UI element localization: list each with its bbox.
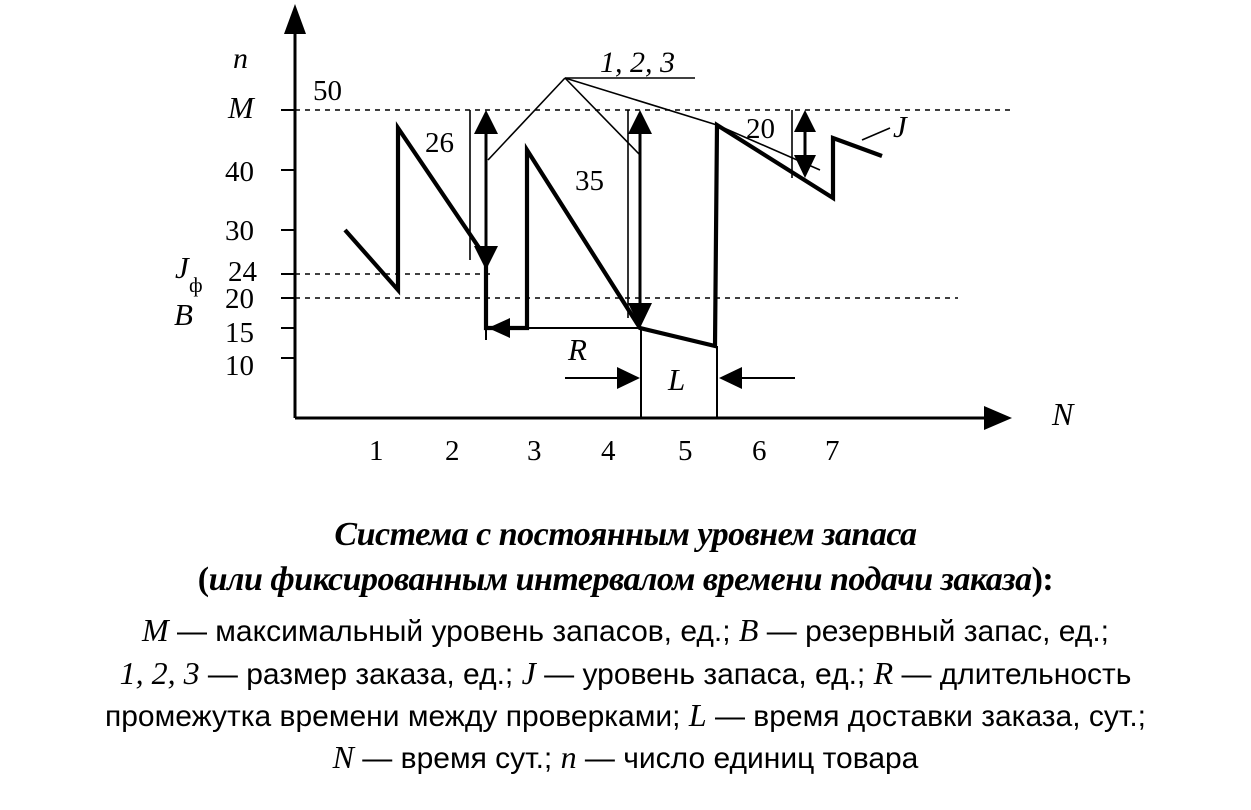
y-tick-50: 50 — [313, 75, 342, 107]
x-tick-3: 3 — [527, 435, 542, 467]
legend-line-1: M — максимальный уровень запасов, ед.; B — резервный запас, ед.; — [141, 612, 1110, 648]
review-interval-arrow — [488, 318, 640, 338]
y-tick-40: 40 — [225, 156, 254, 188]
legend-symbol-J: J — [521, 655, 536, 691]
y-tick-24: 24 — [228, 256, 257, 288]
legend-symbol-L: L — [688, 697, 707, 733]
x-tick-6: 6 — [752, 435, 767, 467]
legend-symbol-R: R — [873, 655, 894, 691]
level-curve-pointer — [862, 128, 890, 140]
order-2-arrow — [628, 110, 652, 328]
legend-symbol-n: n — [560, 739, 577, 775]
current-level-subscript: ф — [189, 273, 203, 297]
caption-title-line-2-text: или фиксированным интервалом времени подачи заказа — [208, 561, 1032, 598]
x-axis-label: N — [1052, 396, 1074, 432]
legend-symbol-M: M — [141, 612, 169, 648]
max-level-label: M — [228, 90, 254, 125]
caption-open-paren: ( — [197, 561, 209, 598]
level-curve-label: J — [893, 109, 907, 144]
y-tick-30: 30 — [225, 215, 254, 247]
y-tick-10: 10 — [225, 350, 254, 382]
order-3-value: 20 — [746, 113, 775, 145]
legend-line-3: промежутка времени между проверками; L — время доставки заказа, сут.; — [105, 697, 1146, 733]
legend-line-4: N — время сут.; n — число единиц товара — [332, 739, 919, 775]
y-tick-15: 15 — [225, 317, 254, 349]
y-axis-arrowhead — [284, 4, 306, 34]
legend-symbol-B: B — [738, 612, 759, 648]
order-1-arrow — [474, 110, 498, 270]
orders-label: 1, 2, 3 — [600, 46, 675, 79]
x-tick-7: 7 — [825, 435, 840, 467]
order-3-arrow — [794, 110, 816, 178]
x-tick-4: 4 — [601, 435, 616, 467]
y-tick-marks — [281, 110, 295, 358]
order-1-value: 26 — [425, 127, 454, 159]
legend-symbol-N: N — [332, 739, 354, 775]
caption-title-line-2 — [0, 561, 1251, 599]
legend-line-2: 1, 2, 3 — размер заказа, ед.; J — уровень запаса, ед.; R — длительность — [119, 655, 1132, 691]
y-axis-label: n — [233, 42, 248, 75]
order-2-value: 35 — [575, 165, 604, 197]
x-axis-arrowhead — [984, 406, 1012, 430]
legend-symbol-orders: 1, 2, 3 — [119, 655, 200, 691]
caption-close-paren: ): — [1031, 561, 1054, 598]
reserve-level-label: B — [174, 297, 193, 332]
delivery-time-label: L — [668, 362, 686, 397]
caption-title-line-1: Система с постоянным уровнем запаса — [334, 516, 917, 553]
review-interval-label: R — [568, 332, 587, 367]
x-tick-5: 5 — [678, 435, 693, 467]
x-tick-1: 1 — [369, 435, 384, 467]
current-level-label: J — [175, 250, 189, 285]
x-tick-2: 2 — [445, 435, 460, 467]
y-tick-20: 20 — [225, 283, 254, 315]
